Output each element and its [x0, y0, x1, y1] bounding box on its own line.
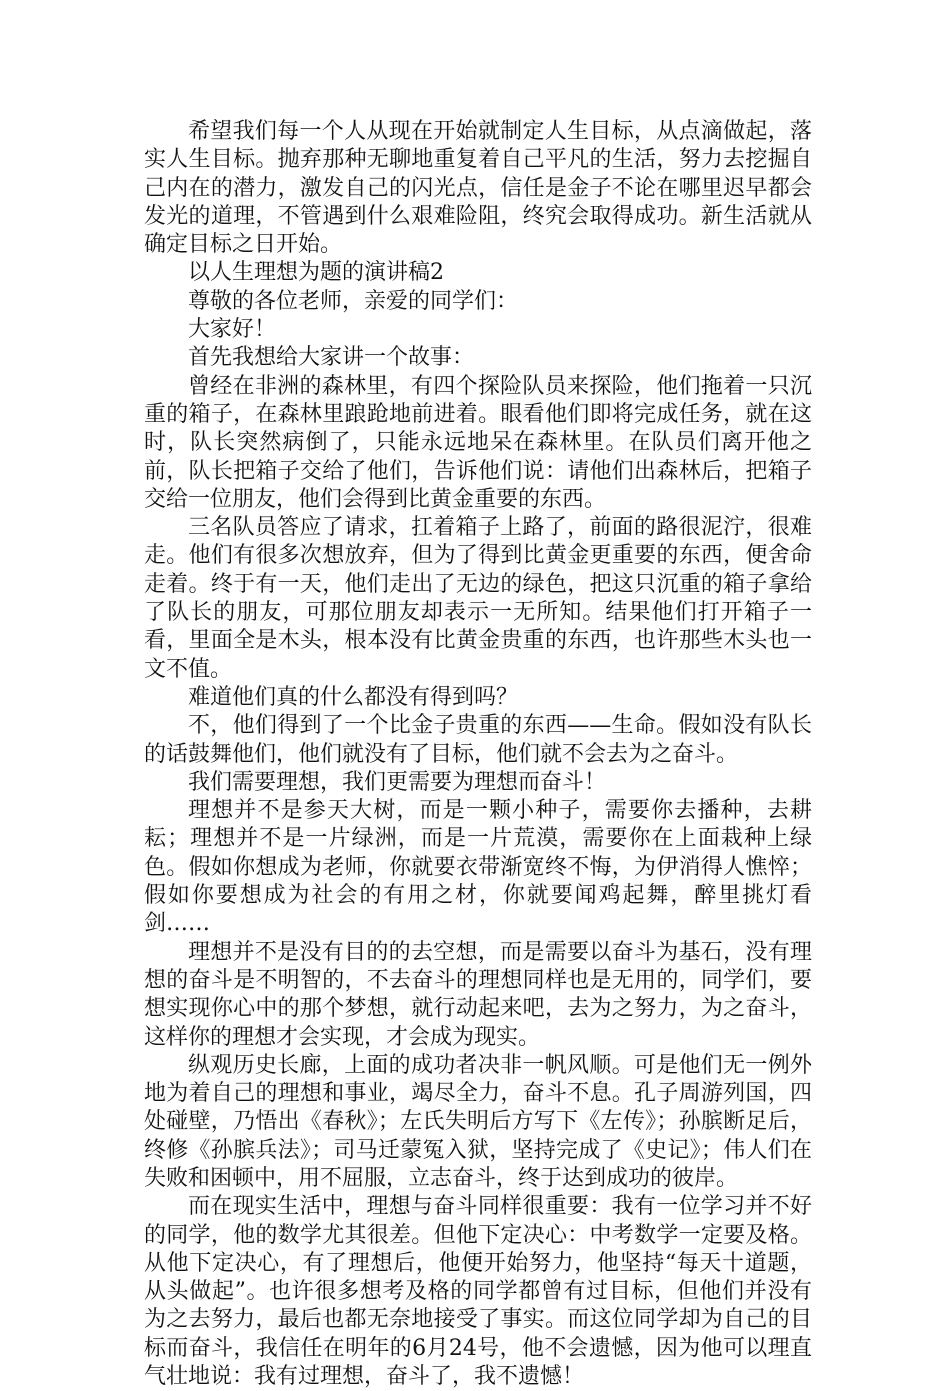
paragraph-thesis: 我们需要理想，我们更需要为理想而奋斗！: [188, 769, 607, 795]
paragraph-ideal-struggle: 理想并不是没有目的的去空想，而是需要以奋斗为基石，没有理想的奋斗是不明智的，不去奋斗的理想同样也是无用的，同学们，要想实现你心中的那个梦想，就行动起来吧，去为之努力，为之奋斗，这样你的理想才会实现，才会成为现实。: [144, 939, 812, 1050]
salutation: 尊敬的各位老师，亲爱的同学们：: [188, 288, 519, 314]
paragraph-story-intro: 首先我想给大家讲一个故事：: [188, 345, 475, 371]
paragraph-answer: 不，他们得到了一个比金子贵重的东西——生命。假如没有队长的话鼓舞他们，他们就没有了目标，他们就不会去为之奋斗。: [144, 713, 812, 767]
document-page: [144, 118, 812, 1391]
paragraph-story-forest: 曾经在非洲的森林里，有四个探险队员来探险，他们拖着一只沉重的箱子，在森林里踉跄地前进着。眼看他们即将完成任务，就在这时，队长突然病倒了，只能永远地呆在森林里。在队员们离开他之前，队长把箱子交给了他们，告诉他们说：请他们出森林后，把箱子交给一位朋友，他们会得到比黄金重要的东西。: [144, 373, 812, 512]
paragraph-question: 难道他们真的什么都没有得到吗？: [188, 684, 519, 710]
paragraph-classmate: 而在现实生活中，理想与奋斗同样很重要：我有一位学习并不好的同学，他的数学尤其很差。但他下定决心：中考数学一定要及格。从他下定决心，有了理想后，他便开始努力，他坚持“每天十道题，从头做起”。也许很多想考及格的同学都曾有过目标，但他们并没有为之去努力，最后也都无奈地接受了事实。而这位同学却为自己的目标而奋斗，我信任在明年的6月24号，他不会遗憾，因为他可以理直气壮地说：我有过理想，奋斗了，我不遗憾！: [144, 1194, 812, 1390]
paragraph-goal-closing: 希望我们每一个人从现在开始就制定人生目标，从点滴做起，落实人生目标。抛弃那种无聊地重复着自己平凡的生活，努力去挖掘自己内在的潜力，激发自己的闪光点，信任是金子不论在哪里迟早都会发光的道理，不管遇到什么艰难险阻，终究会取得成功。新生活就从确定目标之日开始。: [144, 119, 812, 258]
paragraph-history: 纵观历史长廊，上面的成功者决非一帆风顺。可是他们无一例外地为着自己的理想和事业，竭尽全力，奋斗不息。孔子周游列国，四处碰壁，乃悟出《春秋》；左氏失明后方写下《左传》；孙膑断足后，终修《孙膑兵法》；司马迁蒙冤入狱，坚持完成了《史记》；伟人们在失败和困顿中，用不屈服，立志奋斗，终于达到成功的彼岸。: [144, 1052, 812, 1191]
paragraph-ideal-seed: 理想并不是参天大树，而是一颗小种子，需要你去播种，去耕耘；理想并不是一片绿洲，而是一片荒漠，需要你在上面栽种上绿色。假如你想成为老师，你就要衣带渐宽终不悔，为伊消得人憔悴；假如你要想成为社会的有用之材，你就要闻鸡起舞，醉里挑灯看剑……: [144, 798, 812, 937]
paragraph-story-journey: 三名队员答应了请求，扛着箱子上路了，前面的路很泥泞，很难走。他们有很多次想放弃，但为了得到比黄金更重要的东西，便舍命走着。终于有一天，他们走出了无边的绿色，把这只沉重的箱子拿给了队长的朋友，可那位朋友却表示一无所知。结果他们打开箱子一看，里面全是木头，根本没有比黄金贵重的东西，也许那些木头也一文不值。: [144, 515, 812, 682]
greeting: 大家好！: [188, 317, 277, 343]
speech-title: 以人生理想为题的演讲稿2: [188, 260, 444, 286]
